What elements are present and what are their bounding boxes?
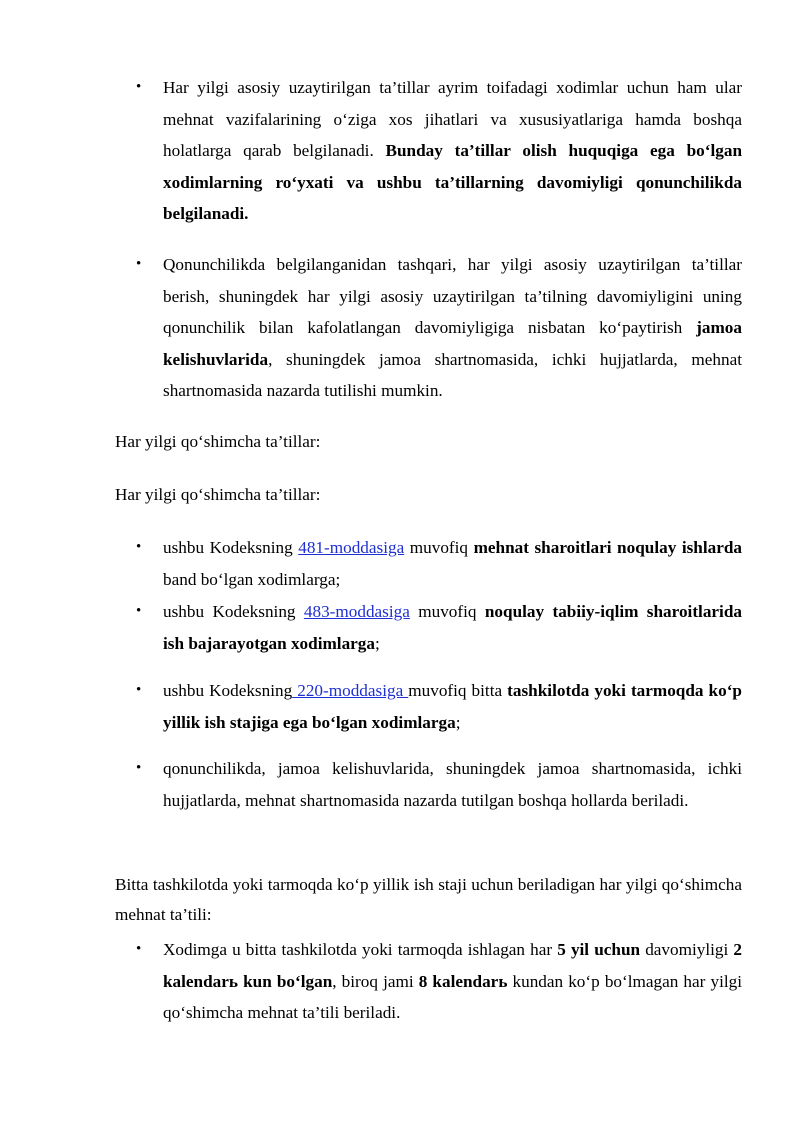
- list-item-collective-agreements: [163, 249, 742, 407]
- list-item-leave-duration: [163, 934, 742, 1029]
- list-item-text: qonunchilikda, jamoa kelishuvlarida, shuningdek jamoa shartnomasida, ichki hujjatlarda, mehnat shartnomasida nazarda tutilgan boshqa hollarda beriladi.: [163, 759, 742, 810]
- section-heading: Har yilgi qo‘shimcha ta’tillar:: [115, 485, 321, 504]
- list-item-climate-conditions: [163, 596, 742, 659]
- list-item-text: davomiyligi: [640, 940, 734, 959]
- list-item-extended-leave-categories: [163, 72, 742, 230]
- list-item-bold-text: mehnat sharoitlari noqulay ishlarda: [473, 538, 743, 557]
- article-220-link[interactable]: 220-moddasiga: [292, 681, 409, 700]
- list-item-text: , biroq jami: [332, 971, 419, 991]
- list-item-bold-text: 8 kalendarь: [418, 971, 508, 991]
- list-item-text: Xodimga u bitta tashkilotda yoki tarmoqda ishlagan har: [163, 940, 558, 959]
- list-item-other-cases: [163, 753, 742, 816]
- list-item-text: ushbu Kodeksning: [163, 681, 293, 700]
- list-item-bold-text: tashkilotda yoki tarmoqda ko‘p yillik ish stajiga ega bo‘lgan xodimlarga: [163, 681, 742, 732]
- article-483-link[interactable]: 483-moddasiga: [303, 602, 410, 621]
- list-item-bold-text: 2 kalendarь kun bo‘lgan: [163, 940, 742, 991]
- list-item-text: , shuningdek jamoa shartnomasida, ichki hujjatlarda, mehnat shartnomasida nazarda tutilishi mumkin.: [163, 349, 742, 400]
- bullet-icon: •: [136, 760, 142, 776]
- list-item-text: muvofiq bitta: [408, 681, 508, 700]
- section-heading: Har yilgi qo‘shimcha ta’tillar:: [115, 432, 321, 451]
- list-item-long-service: [163, 675, 742, 738]
- list-item-bold-text: jamoa kelishuvlarida: [163, 318, 742, 369]
- paragraph-long-service-leave: Bitta tashkilotda yoki tarmoqda ko‘p yillik ish staji uchun beriladigan har yilgi qo‘shimcha mehnat ta’tili:: [115, 875, 742, 924]
- list-item-bold-text: noqulay tabiiy-iqlim sharoitlarida ish bajarayotgan xodimlarga: [163, 602, 742, 653]
- article-481-link[interactable]: 481-moddasiga: [298, 538, 405, 557]
- list-item-text: muvofiq: [404, 538, 474, 557]
- bullet-icon: •: [136, 603, 142, 619]
- list-item-text: ushbu Kodeksning: [163, 538, 299, 557]
- bullet-icon: •: [136, 682, 142, 698]
- list-item-text: kundan ko‘p bo‘lmagan har yilgi qo‘shimcha mehnat ta’tili beriladi.: [163, 971, 742, 1022]
- list-item-bold-text: 5 yil uchun: [557, 940, 641, 959]
- bullet-icon: •: [136, 79, 142, 95]
- list-item-text: band bo‘lgan xodimlarga;: [163, 569, 341, 589]
- bullet-icon: •: [136, 941, 142, 957]
- list-item-text: Qonunchilikda belgilanganidan tashqari, har yilgi asosiy uzaytirilgan ta’tillar berish, shuningdek har yilgi asosiy uzaytirilgan ta’tilning davomiyligini uning qonunchilik bilan kafolatlangan davomiyligiga nisbatan ko‘paytirish: [163, 255, 742, 337]
- list-item-text: ;: [455, 712, 461, 732]
- list-item-text: Har yilgi asosiy uzaytirilgan ta’tillar ayrim toifadagi xodimlar uchun ham ular mehnat vazifalarining o‘ziga xos jihatlari va xususiyatlariga hamda boshqa holatlarga qarab belgilanadi.: [163, 78, 742, 160]
- bullet-icon: •: [136, 256, 142, 272]
- list-item-text: muvofiq: [409, 602, 485, 621]
- list-item-text: ;: [375, 633, 380, 653]
- list-item-bold-text: Bunday ta’tillar olish huquqiga ega bo‘lgan xodimlarning ro‘yxati va ushbu ta’tillarning davomiyligi qonunchilikda belgilanadi.: [163, 141, 742, 223]
- list-item-hazardous-conditions: [163, 532, 742, 595]
- list-item-text: ushbu Kodeksning: [163, 602, 304, 621]
- bullet-icon: •: [136, 539, 142, 555]
